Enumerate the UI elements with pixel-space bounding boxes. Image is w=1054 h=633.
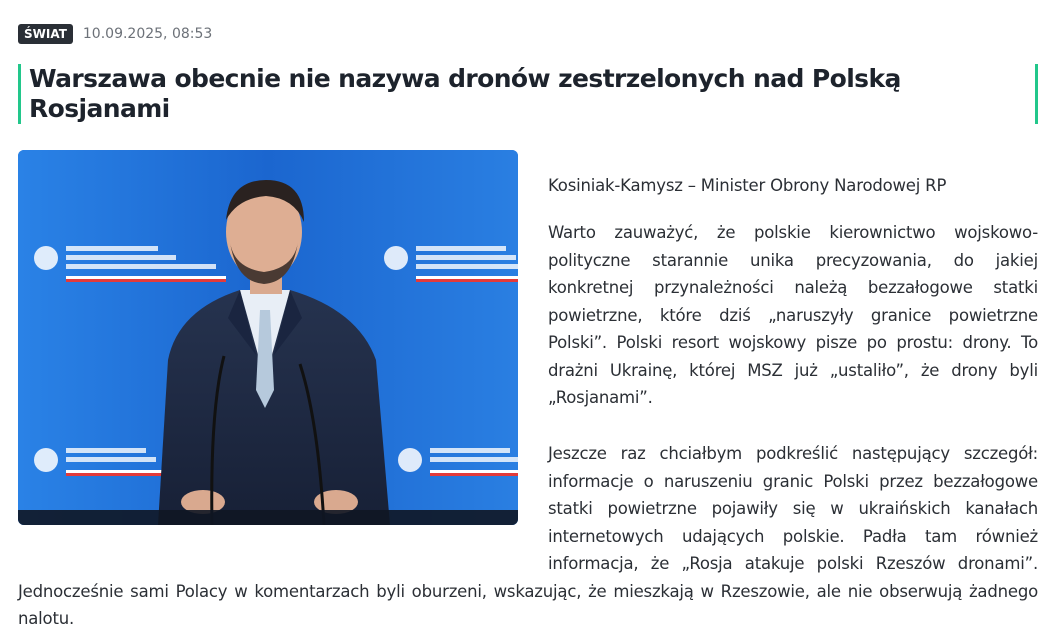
article-paragraph: Warto zauważyć, że polskie kierownictwo wojskowo-polityczne starannie unika precyzowania, do jakiej konkretnej przynależności należą bezzałogowe statki powietrzne, które dziś „naruszyły granice powietrzne Polski”. Polski resort wojskowy pisze po prostu: drony. To drażni Ukrainę, której MSZ już „ustaliło”, że drony byli „Rosjanami”. — [548, 223, 1038, 407]
article-paragraph-text: Jeszcze raz chciałbym podkreślić następujący szczegół: informacje o naruszeniu granic Polski przez bezzałogowe statki powietrzne pojawiły się w ukraińskich kanałach internetowych udających polskie. Padła tam również informacja, że „Rosja atakuje polski Rzeszów dronami”. Jednocześnie sami Polacy w komentarzach byli oburzeni, wskazując, że mieszkają w Rzeszowie, ale nie obserwują żadnego nalotu. — [18, 444, 1038, 628]
image-wrap-spacer — [18, 440, 548, 552]
article-meta — [18, 24, 212, 44]
article-title: Warszawa obecnie nie nazywa dronów zestrzelonych nad Polską Rosjanami — [29, 64, 901, 123]
photo-caption: Kosiniak-Kamysz – Minister Obrony Narodowej RP — [548, 176, 947, 195]
publish-date: 10.09.2025, 08:53 — [82, 26, 213, 42]
article-paragraph-2 — [18, 440, 1038, 633]
category-badge[interactable]: ŚWIAT — [18, 24, 73, 44]
title-block — [18, 64, 1038, 124]
